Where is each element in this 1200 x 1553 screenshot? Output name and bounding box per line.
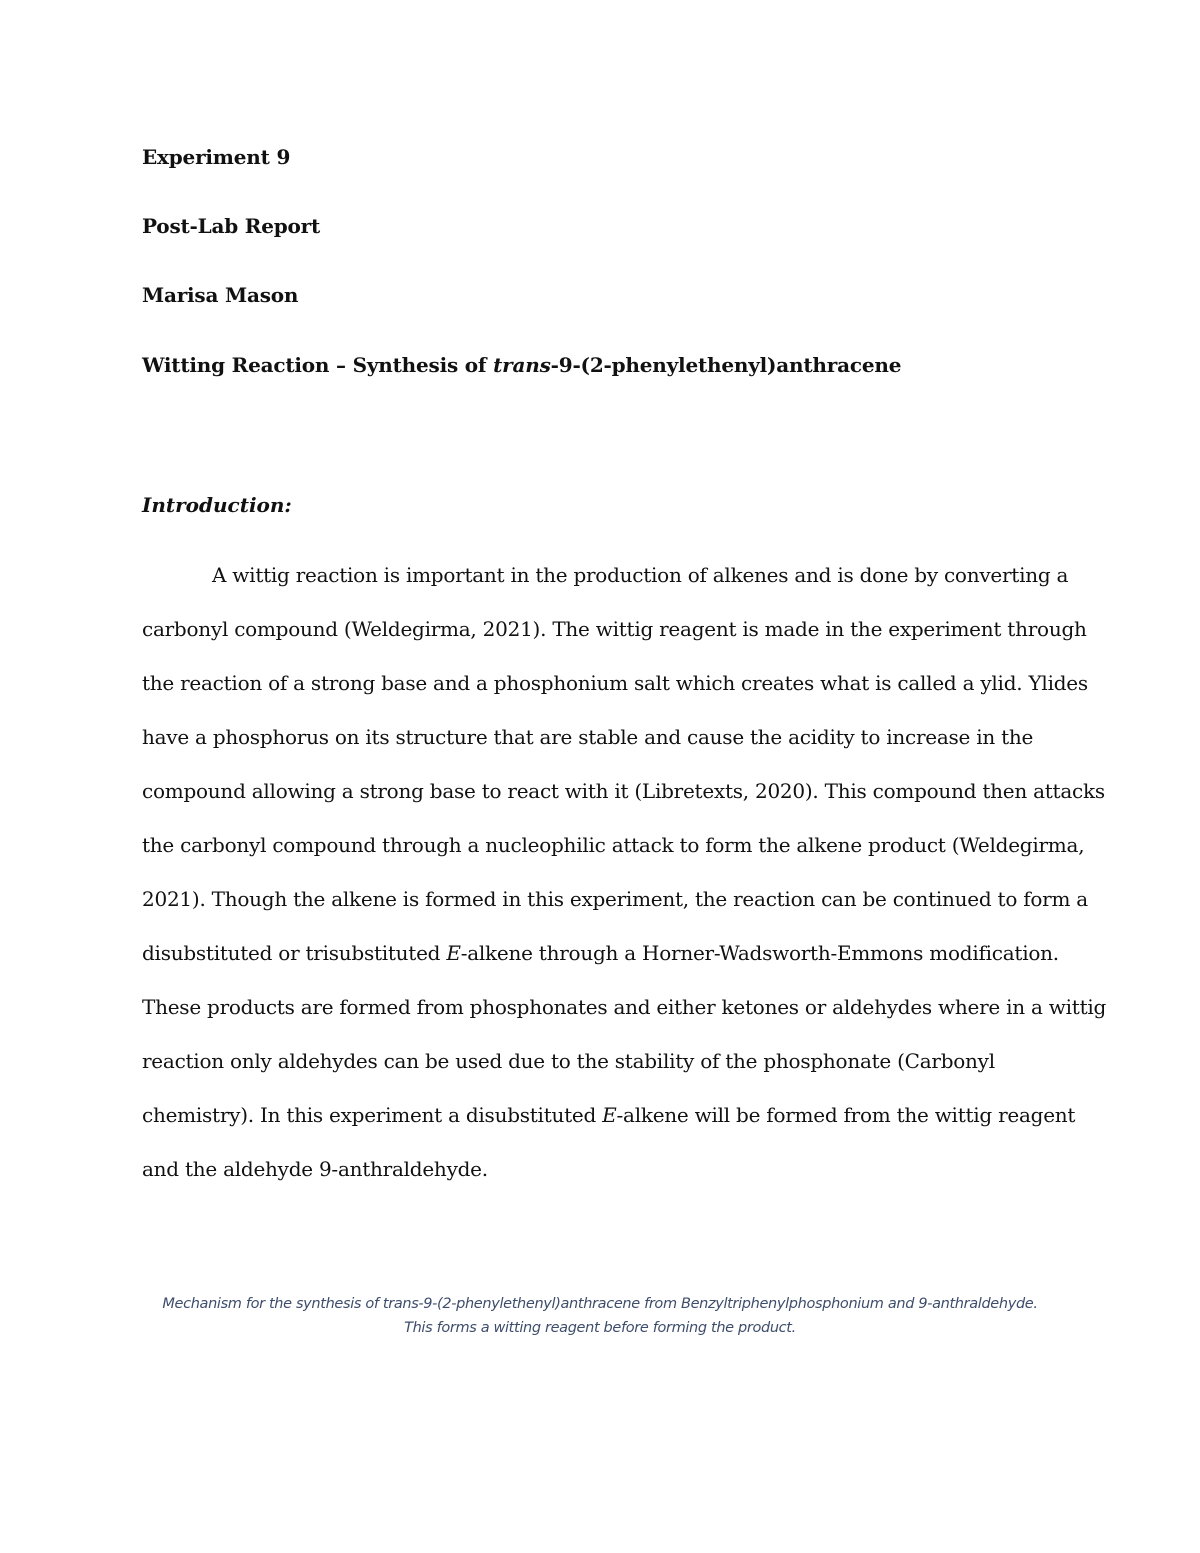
experiment-number: Experiment 9 [142,145,291,169]
intro-line-3: the reaction of a strong base and a phosphonium salt which creates what is called a ylid. Ylides [142,671,1088,695]
intro-line-12: and the aldehyde 9-anthraldehyde. [142,1157,488,1181]
intro-line-1: A wittig reaction is important in the production of alkenes and is done by converting a [212,563,1069,587]
report-title-prefix: Witting Reaction – Synthesis of [142,353,494,377]
intro-line-5: compound allowing a strong base to react with it (Libretexts, 2020). This compound then attacks [142,779,1105,803]
introduction-heading: Introduction: [142,493,292,517]
intro-line-11 [142,1103,1076,1127]
report-title-italic: trans [493,353,551,377]
intro-line-11-italic: E [602,1103,617,1127]
intro-line-8 [142,941,1062,965]
intro-line-8-pre: disubstituted or trisubstituted [142,941,447,965]
author-name: Marisa Mason [142,283,299,307]
intro-line-6: the carbonyl compound through a nucleophilic attack to form the alkene product (Weldegirma, [142,833,1085,857]
figure-caption-line-1: Mechanism for the synthesis of trans-9-(2-phenylethenyl)anthracene from Benzyltriphenylphosphonium and 9-anthraldehyde. [162,1296,1038,1312]
intro-line-2: carbonyl compound (Weldegirma, 2021). The wittig reagent is made in the experiment through [142,617,1087,641]
intro-line-7: 2021). Though the alkene is formed in this experiment, the reaction can be continued to form a [142,887,1088,911]
intro-line-8-post: -alkene through a Horner-Wadsworth-Emmons modification. [460,941,1059,965]
figure-caption-line-2: This forms a witting reagent before forming the product. [404,1320,796,1336]
intro-line-11-post: -alkene will be formed from the wittig reagent [616,1103,1076,1127]
intro-line-11-pre: chemistry). In this experiment a disubstituted [142,1103,603,1127]
intro-line-4: have a phosphorus on its structure that are stable and cause the acidity to increase in the [142,725,1034,749]
report-title-suffix: -9-(2-phenylethenyl)anthracene [550,353,902,377]
intro-line-9: These products are formed from phosphonates and either ketones or aldehydes where in a wittig [142,995,1107,1019]
report-title [142,353,901,377]
intro-line-10: reaction only aldehydes can be used due to the stability of the phosphonate (Carbonyl [142,1049,995,1073]
intro-line-8-italic: E [446,941,461,965]
report-type: Post-Lab Report [142,214,321,238]
